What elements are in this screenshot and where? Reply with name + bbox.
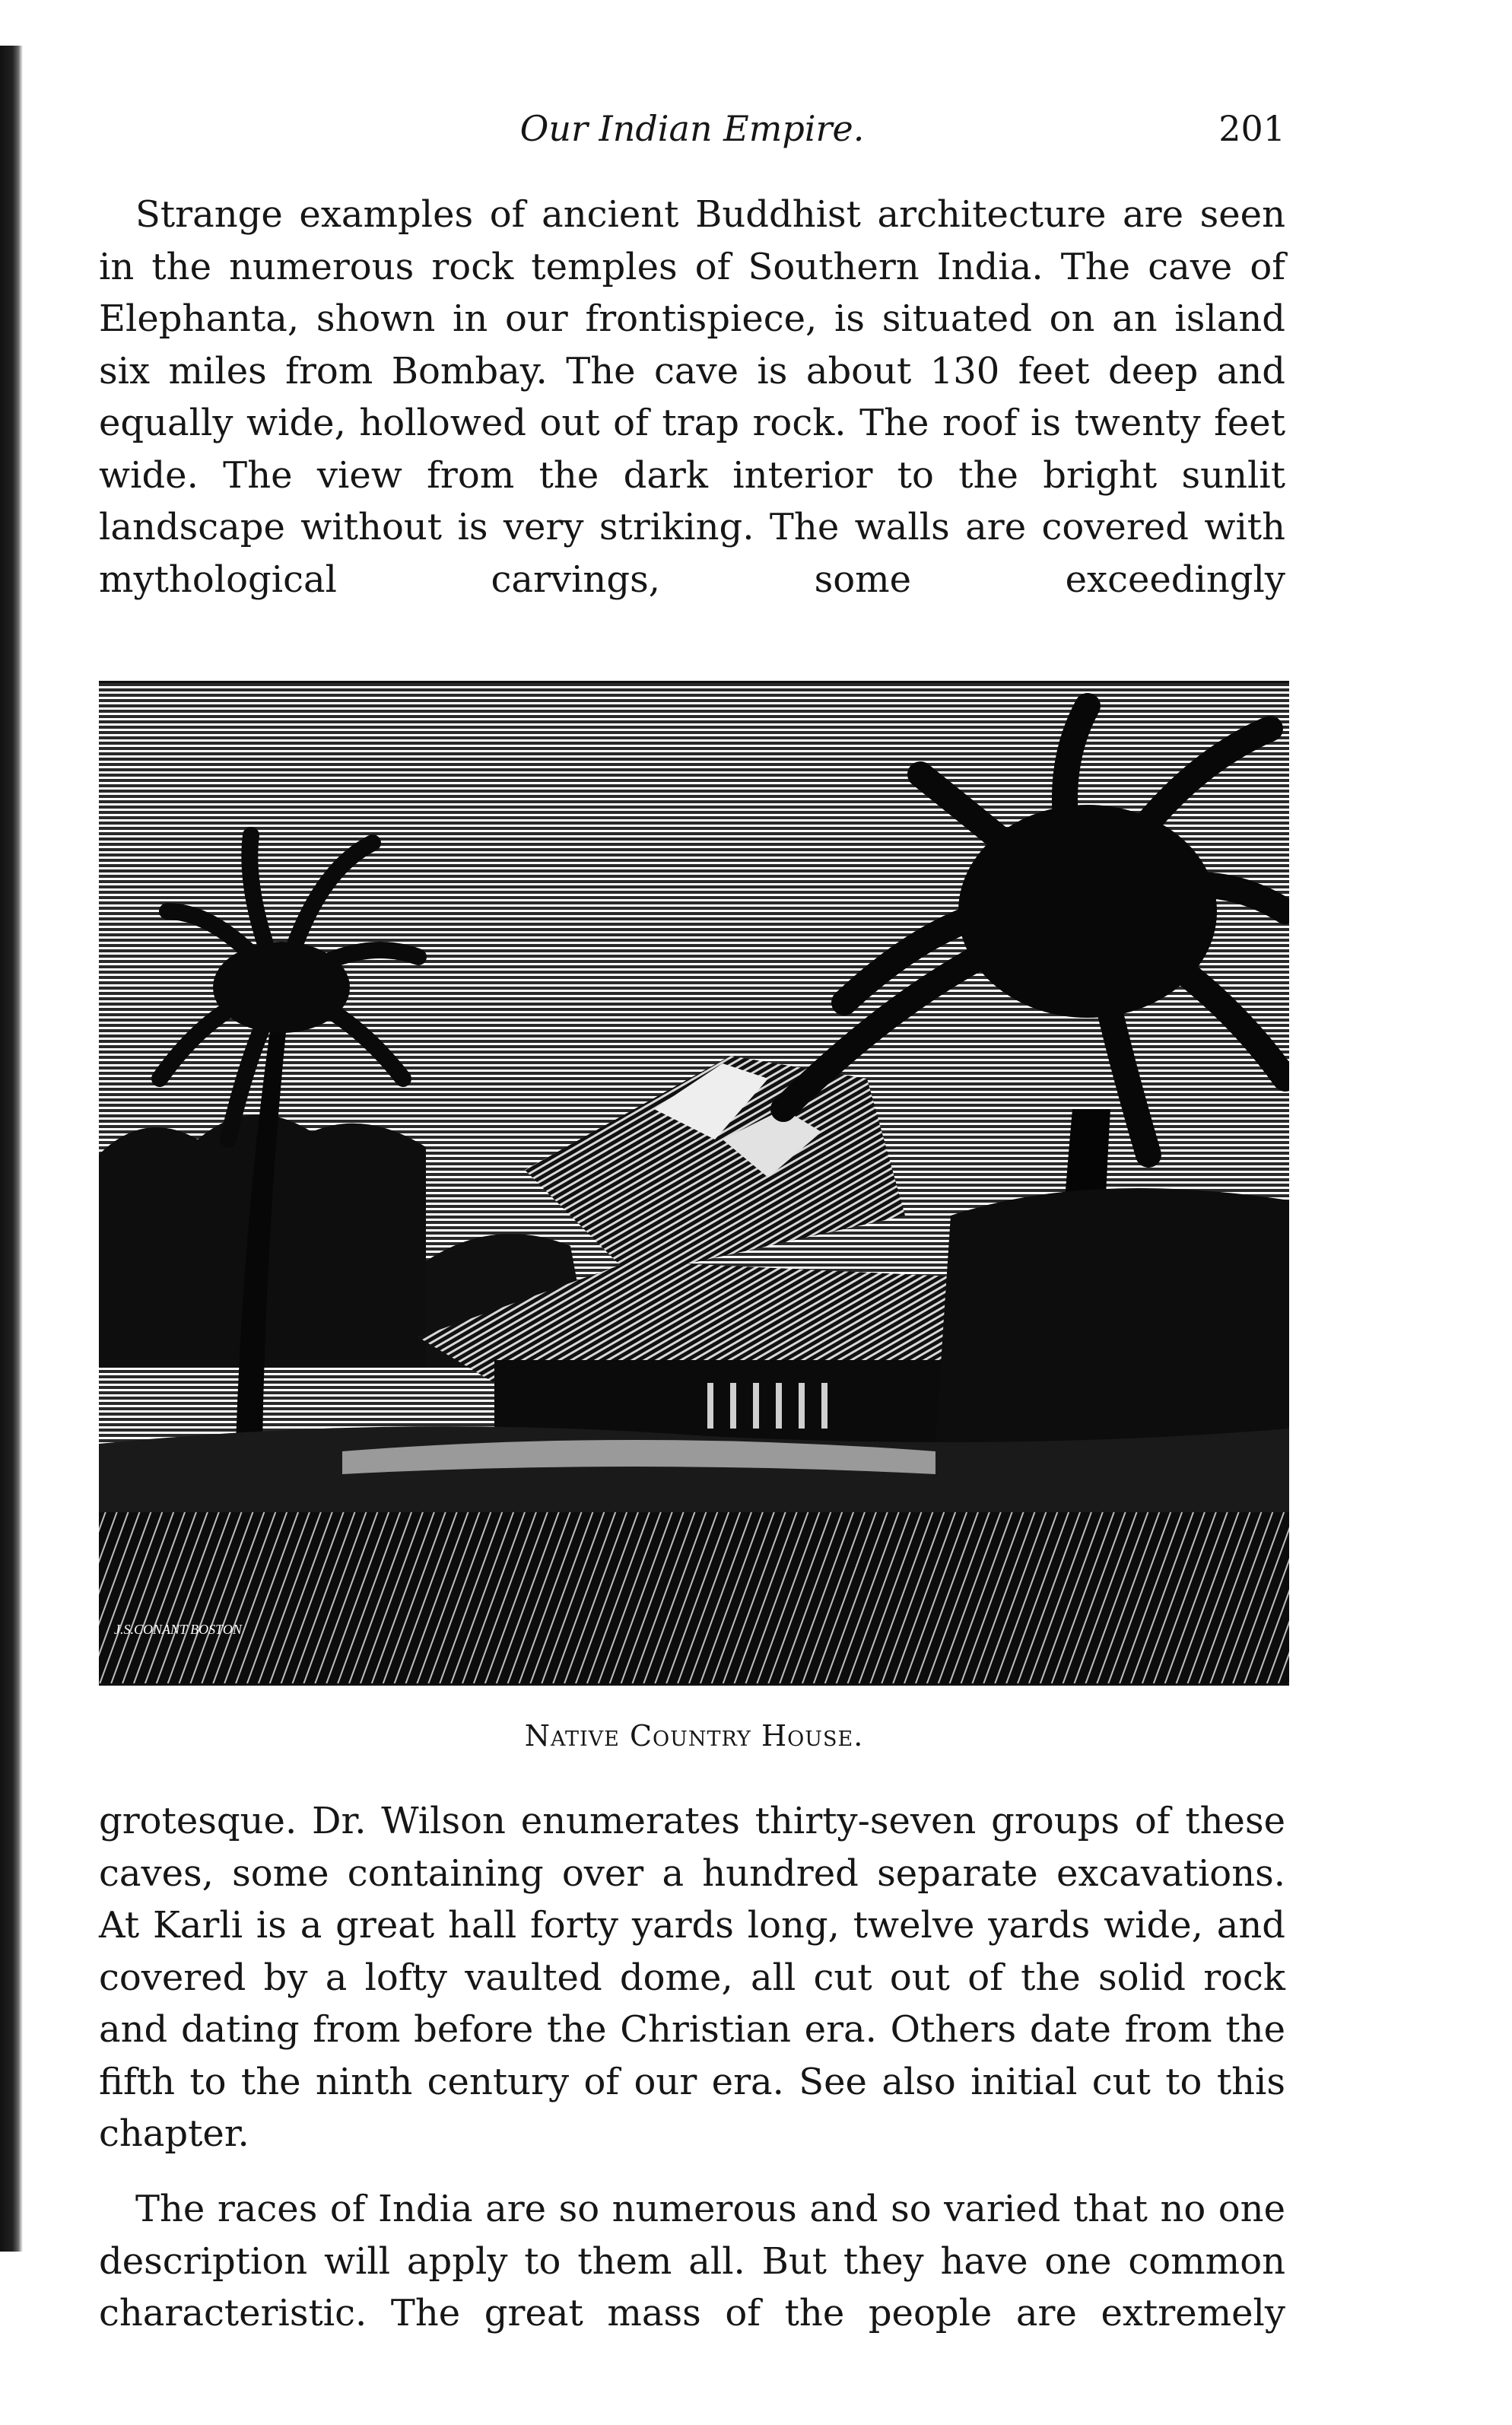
paragraph-elephanta: Strange examples of ancient Buddhist architecture are seen in the numerous rock temples of Southern India. The cave of Elephanta, shown in our frontispiece, is situated on an island six miles from Bombay. The cave is about 130 feet deep and equally wide, hollowed out of trap rock. The roof is twenty feet wide. The view from the dark interior to the bright sunlit landscape without is very striking. The walls are covered with mythological carvings, some exceedingly	[99, 193, 1285, 601]
illustration-caption: Native Country House.	[524, 1719, 864, 1753]
engraver-signature: J.S.CONANT BOSTON	[114, 1622, 242, 1637]
engraving-scene	[99, 683, 1289, 1683]
engraving-native-country-house	[99, 681, 1289, 1686]
paragraph-races: The races of India are so numerous and so varied that no one description will apply to them all. But they have one common characteristic. The great mass of the people are extremely	[99, 2188, 1285, 2334]
running-header	[99, 99, 1285, 160]
book-binding-edge	[0, 46, 23, 2252]
running-title: Our Indian Empire.	[519, 108, 865, 149]
right-foliage	[935, 1188, 1289, 1444]
page-number: 201	[1218, 108, 1285, 149]
foreground-grass	[99, 1512, 1289, 1683]
paragraph-caves: grotesque. Dr. Wilson enumerates thirty-seven groups of these caves, some containing over a hundred separate excavations. At Karli is a great hall forty yards long, twelve yards wide, and covered by a lofty vaulted dome, all cut out of the solid rock and dating from before the Christian era. Others date from the fifth to the ninth century of our era. See also initial cut to this chapter.	[99, 1800, 1285, 2155]
lawn-path	[99, 1426, 1289, 1520]
